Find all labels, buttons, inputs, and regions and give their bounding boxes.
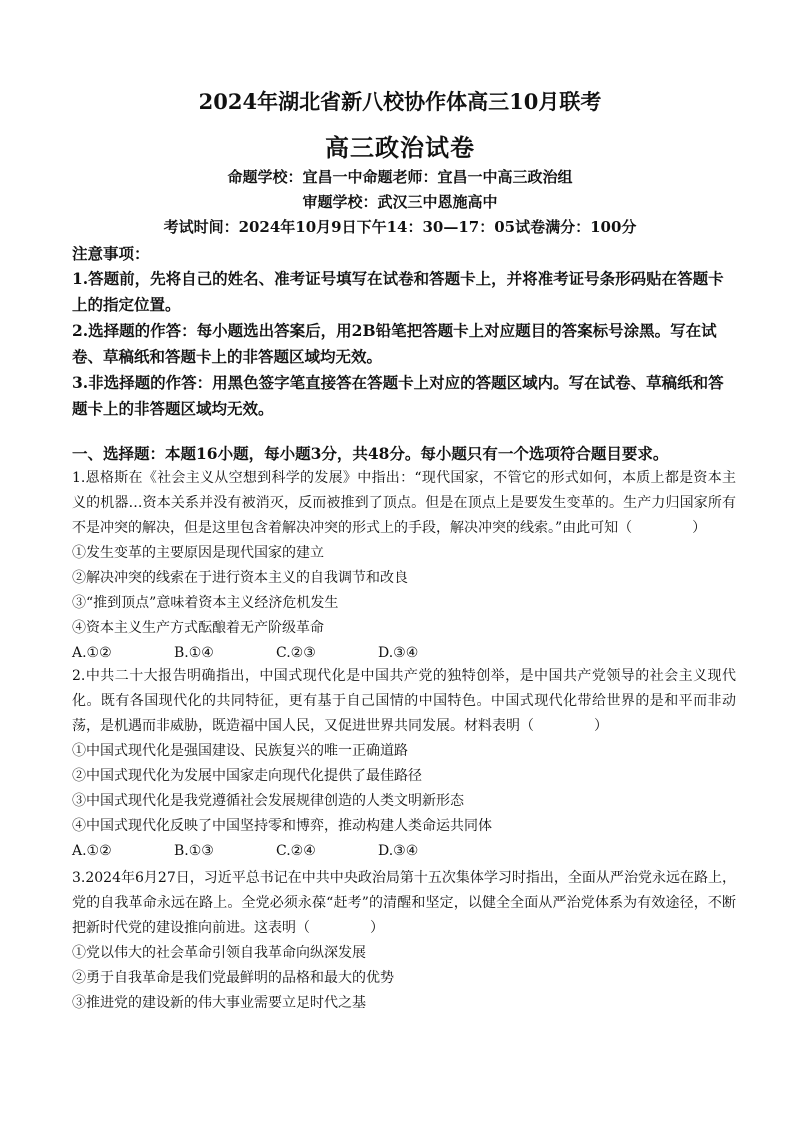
choice-c: C.②④ — [276, 843, 316, 859]
question-3 — [72, 866, 736, 1016]
exam-title: 2024年湖北省新八校协作体高三10月联考 — [198, 89, 602, 114]
question-2 — [72, 664, 736, 864]
option-item: ②勇于自我革命是我们党最鲜明的品格和最大的优势 — [72, 970, 394, 986]
option-item: ①中国式现代化是强国建设、民族复兴的唯一正确道路 — [72, 743, 408, 759]
option-item: ②解决冲突的线索在于进行资本主义的自我调节和改良 — [72, 570, 408, 586]
choice-b: B.①④ — [174, 645, 214, 661]
note-item: 2.选择题的作答：每小题选出答案后，用2B铅笔把答题卡上对应题目的答案标号涂黑。写在试卷、草稿纸和答题卡上的非答题区域均无效。 — [72, 321, 717, 366]
option-item: ③推进党的建设新的伟大事业需要立足时代之基 — [72, 995, 366, 1011]
option-item: ③“推到顶点”意味着资本主义经济危机发生 — [72, 595, 339, 611]
note-item: 3.非选择题的作答：用黑色签字笔直接答在答题卡上对应的答题区域内。写在试卷、草稿纸和答题卡上的非答题区域均无效。 — [72, 373, 724, 418]
choice-d: D.③④ — [378, 843, 419, 859]
option-item: ①党以伟大的社会革命引领自我革命向纵深发展 — [72, 945, 366, 961]
choice-a: A.①② — [72, 645, 112, 661]
option-item: ①发生变革的主要原因是现代国家的建立 — [72, 545, 324, 561]
note-item: 1.答题前，先将自己的姓名、准考证号填写在试卷和答题卡上，并将准考证号条形码贴在答题卡上的指定位置。 — [72, 269, 724, 314]
option-item: ④资本主义生产方式酝酿着无产阶级革命 — [72, 620, 324, 636]
option-item: ②中国式现代化为发展中国家走向现代化提供了最佳路径 — [72, 768, 422, 784]
choice-a: A.①② — [72, 843, 112, 859]
section-title: 一、选择题：本题16小题，每小题3分，共48分。每小题只有一个选项符合题目要求。 — [72, 444, 669, 463]
notes-heading: 注意事项： — [72, 244, 150, 263]
choice-b: B.①③ — [174, 843, 214, 859]
exam-subtitle: 高三政治试卷 — [325, 133, 475, 162]
answer-choices — [72, 839, 736, 864]
answer-choices — [72, 641, 736, 666]
choice-d: D.③④ — [378, 645, 419, 661]
question-stem: 2.中共二十大报告明确指出，中国式现代化是中国共产党的独特创举，是中国共产党领导的社会主义现代化。既有各国现代化的共同特征，更有基于自己国情的中国特色。中国式现代化带给世界的是和平而非动荡，是机遇而非威胁，既造福中国人民，又促进世界共同发展。材料表明（ ） — [72, 668, 736, 734]
reviewer-info: 审题学校：武汉三中恩施高中 — [302, 193, 498, 211]
question-1 — [72, 466, 736, 666]
exam-time-info: 考试时间：2024年10月9日下午14：30—17：05试卷满分：100分 — [163, 218, 637, 236]
option-item: ③中国式现代化是我党遵循社会发展规律创造的人类文明新形态 — [72, 793, 464, 809]
option-item: ④中国式现代化反映了中国坚持零和博弈，推动构建人类命运共同体 — [72, 818, 492, 834]
setter-info: 命题学校：宜昌一中命题老师：宜昌一中高三政治组 — [227, 168, 573, 186]
question-stem: 3.2024年6月27日，习近平总书记在中共中央政治局第十五次集体学习时指出，全面从严治党永远在路上，党的自我革命永远在路上。全党必须永葆“赶考”的清醒和坚定，以健全全面从严治党体系为有效途径，不断把新时代党的建设推向前进。这表明（ ） — [72, 870, 736, 936]
choice-c: C.②③ — [276, 645, 316, 661]
question-stem: 1.恩格斯在《社会主义从空想到科学的发展》中指出：“现代国家，不管它的形式如何，本质上都是资本主义的机器…资本关系并没有被消灭，反而被推到了顶点。但是在顶点上是要发生变革的。生产力归国家所有不是冲突的解决，但是这里包含着解决冲突的形式上的手段，解决冲突的线索。”由此可知（ ） — [72, 470, 736, 536]
